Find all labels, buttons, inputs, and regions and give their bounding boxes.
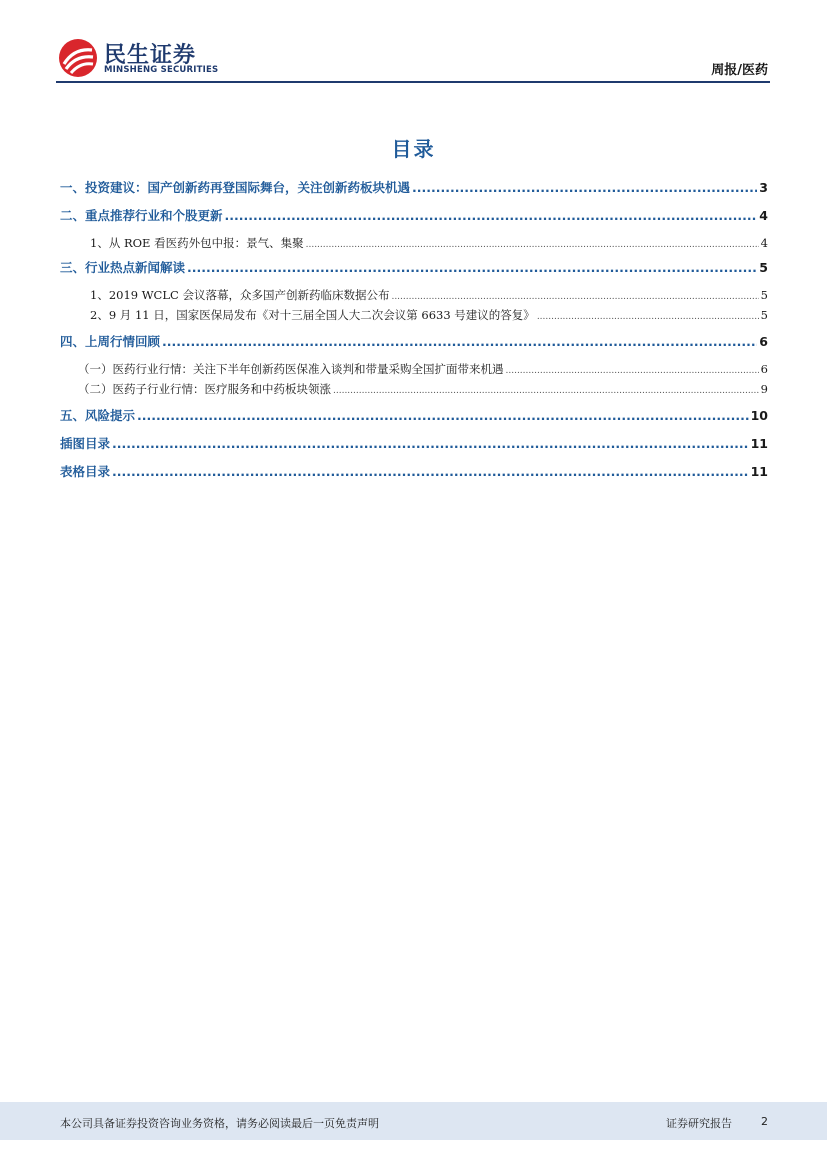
page-number: 2	[761, 1115, 768, 1128]
toc-leader-dots	[225, 206, 758, 226]
toc-entry-industry-market[interactable]	[60, 360, 768, 380]
toc-entry-text: （一）医药行业行情：关注下半年创新药医保准入谈判和带量采购全国扩面带来机遇	[78, 362, 504, 376]
toc-entry-page: 4	[760, 236, 768, 250]
toc-entry-text: 1、从 ROE 看医药外包中报：景气、集聚	[90, 236, 304, 250]
toc-entry-text: 三、行业热点新闻解读	[60, 260, 186, 275]
toc-entry-investment-advice[interactable]	[60, 178, 768, 206]
toc-entry-text: 1、2019 WCLC 会议落幕，众多国产创新药临床数据公布	[90, 288, 390, 302]
toc-entry-page: 4	[759, 208, 768, 223]
toc-entry-text: 二、重点推荐行业和个股更新	[60, 208, 223, 223]
logo-english-name: MINSHENG SECURITIES	[104, 65, 219, 75]
toc-entry-page: 5	[760, 308, 768, 322]
page-header	[56, 36, 770, 82]
toc-entry-wclc[interactable]	[60, 286, 768, 306]
toc-entry-figure-list[interactable]	[60, 434, 768, 462]
toc-leader-dots	[162, 332, 757, 352]
toc-entry-nhsa-reply[interactable]	[60, 306, 768, 332]
toc-entry-text: 插图目录	[60, 436, 111, 451]
toc-entry-page: 11	[750, 436, 768, 451]
toc-entry-text: 五、风险提示	[60, 408, 136, 423]
toc-leader-dots	[137, 406, 749, 426]
toc-leader-dots	[391, 288, 758, 306]
toc-leader-dots	[187, 258, 757, 278]
toc-entry-page: 6	[760, 362, 768, 376]
toc-entry-table-list[interactable]	[60, 462, 768, 490]
toc-entry-page: 3	[759, 180, 768, 195]
toc-leader-dots	[333, 382, 759, 400]
toc-entry-page: 5	[760, 288, 768, 302]
toc-entry-page: 11	[750, 464, 768, 479]
toc-entry-page: 6	[759, 334, 768, 349]
table-of-contents	[60, 178, 768, 490]
toc-entry-text: 表格目录	[60, 464, 111, 479]
toc-title: 目录	[391, 137, 436, 161]
toc-leader-dots	[506, 362, 759, 380]
toc-leader-dots	[537, 308, 759, 326]
toc-entry-subindustry-market[interactable]	[60, 380, 768, 406]
toc-entry-roe-outsourcing[interactable]	[60, 234, 768, 258]
toc-entry-text: 一、投资建议：国产创新药再登国际舞台，关注创新药板块机遇	[60, 180, 411, 195]
footer-disclaimer: 本公司具备证券投资咨询业务资格，请务必阅读最后一页免责声明	[60, 1117, 379, 1130]
page-footer	[0, 1102, 827, 1140]
toc-entry-text: （二）医药子行业行情：医疗服务和中药板块领涨	[78, 382, 331, 396]
toc-entry-page: 5	[759, 260, 768, 275]
toc-entry-key-recommendations[interactable]	[60, 206, 768, 234]
report-type-label: 周报/医药	[711, 63, 768, 78]
toc-leader-dots	[412, 178, 757, 198]
logo-chinese-name: 民生证券	[104, 43, 197, 68]
toc-entry-text: 2、9 月 11 日，国家医保局发布《对十三届全国人大二次会议第 6633 号建议的答复》	[90, 308, 535, 322]
toc-entry-hot-news[interactable]	[60, 258, 768, 286]
toc-entry-risk-warning[interactable]	[60, 406, 768, 434]
toc-leader-dots	[306, 236, 759, 254]
toc-leader-dots	[112, 462, 749, 482]
toc-entry-page: 9	[760, 382, 768, 396]
toc-entry-market-review[interactable]	[60, 332, 768, 360]
toc-leader-dots	[112, 434, 749, 454]
toc-entry-text: 四、上周行情回顾	[60, 334, 161, 349]
header-divider	[56, 81, 770, 83]
footer-report-label: 证券研究报告	[666, 1117, 732, 1130]
minsheng-logo-icon	[58, 38, 98, 78]
toc-entry-page: 10	[750, 408, 768, 423]
